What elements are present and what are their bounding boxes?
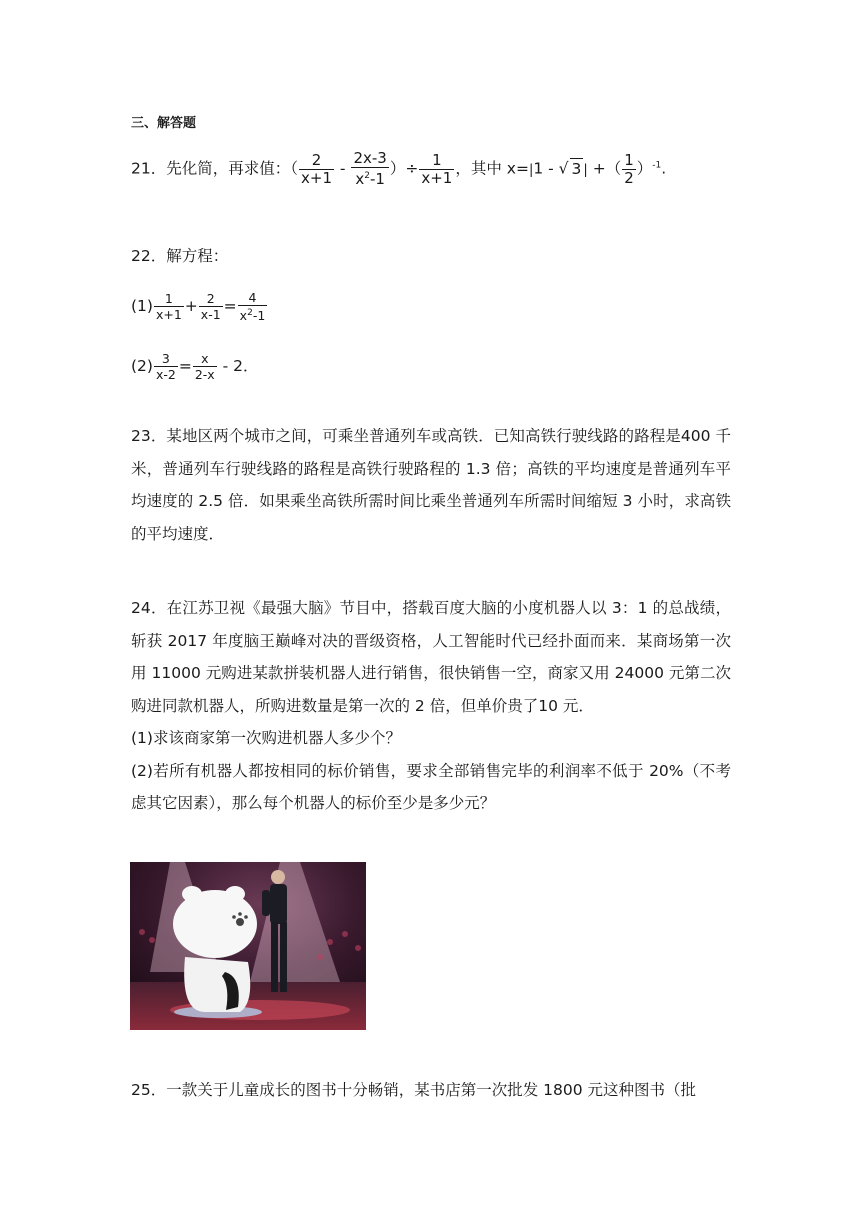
q22-p2-equals: = — [178, 357, 192, 375]
q22-p2-fraction-b: $\frac{x}{2-x}$ — [194, 351, 215, 382]
q21-abs-close: | — [583, 162, 588, 178]
q22-p2-fraction-a: $\frac{3}{x-2}$ — [155, 351, 176, 382]
q21-abs-inner: 1 - — [533, 159, 559, 178]
q24-stem: 24．在江苏卫视《最强大脑》节目中，搭载百度大脑的小度机器人以 3：1 的总战绩，斩获 2017 年度脑王巅峰对决的晋级资格，人工智能时代已经扑面而来．某商场第一次用 11000 元购进某款拼装机器人进行销售，很快销售一空，商家又用 24000 元第二次购进同款机器人，所购进数量是第一次的 2 倍，但单价贵了10 元． — [131, 599, 731, 715]
q22-part2-label: (2) — [131, 357, 153, 375]
q21-fraction-3: $\frac{1}{x+1}$ — [421, 150, 453, 187]
q24-sub-1: (1)求该商家第一次购进机器人多少个？ — [131, 729, 401, 747]
q22-p1-plus: + — [184, 297, 198, 316]
q22-number: 22． — [131, 247, 167, 265]
q21-fraction-4: $\frac{1}{2}$ — [624, 150, 634, 187]
q22-p1-equals: = — [223, 297, 237, 316]
section-title: 三、解答题 — [131, 116, 197, 131]
q21-fraction-2: $\frac{2x-3}{x^2-1}$ — [353, 149, 387, 188]
stage-photo-illustration — [130, 862, 366, 1030]
q21-close: ） — [636, 159, 653, 178]
q22-p1-fraction-b: $\frac{2}{x-1}$ — [200, 291, 221, 323]
q22-p1-fraction-c: $\frac{4}{x^2-1}$ — [239, 290, 266, 324]
q21-where: ，其中 x= — [455, 159, 529, 178]
question-22-part-1 — [131, 290, 268, 323]
q21-fraction-1: $\frac{2}{x+1}$ — [301, 150, 332, 187]
q21-minus: - — [335, 159, 351, 178]
q22-p1-fraction-a: $\frac{1}{x+1}$ — [155, 291, 182, 323]
q21-divide: ）÷ — [389, 159, 419, 178]
q21-sqrt-icon: √ — [558, 159, 569, 178]
robot-stage-photo — [130, 862, 366, 1030]
q24-sub-2: (2)若所有机器人都按相同的标价销售，要求全部销售完毕的利润率不低于 20%（不考虑其它因素），那么每个机器人的标价至少是多少元？ — [131, 761, 731, 812]
q21-abs-open: | — [528, 162, 534, 178]
q21-plus: +（ — [587, 159, 622, 178]
question-23: 23．某地区两个城市之间，可乘坐普通列车或高铁．已知高铁行驶线路的路程是400 千米，普通列车行驶线路的路程是高铁行驶路程的 1.3 倍；高铁的平均速度是普通列车平均速度的 2.5 倍．如果乘坐高铁所需时间比乘坐普通列车所需时间缩短 3 小时，求高铁的平均速度． — [131, 427, 731, 543]
q21-sqrt-value: 3 — [571, 159, 582, 178]
q22-intro: 解方程： — [166, 247, 229, 265]
question-22-part-2 — [131, 351, 259, 382]
q21-intro: 先化简，再求值：（ — [166, 159, 298, 178]
q22-p2-tail: - 2． — [217, 357, 259, 375]
question-24 — [131, 592, 731, 820]
q22-part1-label: (1) — [131, 297, 153, 316]
q21-period: . — [661, 159, 667, 178]
q21-number: 21． — [131, 159, 167, 178]
q21-exponent: -1 — [652, 160, 662, 171]
question-22-title — [131, 246, 228, 266]
question-25: 25．一款关于儿童成长的图书十分畅销，某书店第一次批发 1800 元这种图书（批 — [131, 1081, 697, 1099]
question-21 — [131, 150, 666, 188]
